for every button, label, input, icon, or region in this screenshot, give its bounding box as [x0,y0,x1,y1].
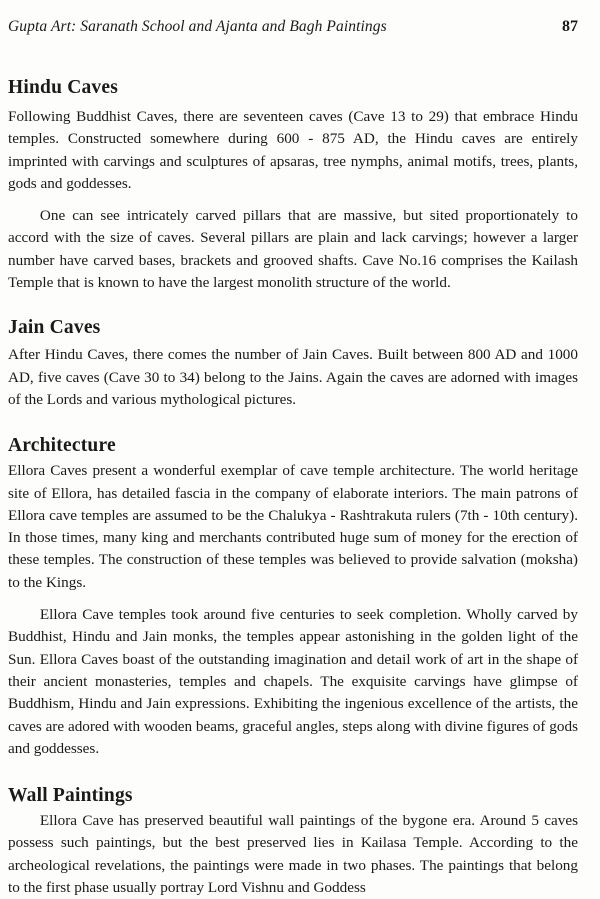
heading-hindu-caves: Hindu Caves [8,77,119,98]
page-number: 87 [562,18,578,35]
section-architecture [8,434,578,760]
paragraph: Ellora Caves present a wonderful exemplar of cave temple architecture. The world heritage site of Ellora, has detailed fascia in the company of elaborate interiors. The main patrons of Ellora cave temples are assumed to be the Chalukya - Rashtrakuta rulers (7th - 10th century). In those times, many king and merchants contributed huge sum of money for the erection of these temples. The construction of these temples was believed to provide salvation (moksha) to the Kings. [8,462,578,591]
paragraph: After Hindu Caves, there comes the number of Jain Caves. Built between 800 AD and 1000 AD, five caves (Cave 30 to 34) belong to the Jains. Again the caves are adorned with images of the Lords and various mythological pictures. [8,346,578,408]
heading-wall-paintings: Wall Paintings [8,785,133,807]
section-jain-caves [8,316,578,411]
section-wall-paintings [8,784,578,899]
heading-architecture: Architecture [8,435,116,457]
running-title: Gupta Art: Saranath School and Ajanta and Bagh Paintings [8,18,387,35]
running-header [8,0,578,48]
heading-jain-caves: Jain Caves [8,317,101,339]
paragraph: One can see intricately carved pillars that are massive, but sited proportionately to accord with the size of caves. Several pillars are plain and lack carvings; however a larger number have carved bases, brackets and grooved shafts. Cave No.16 comprises the Kailash Temple that is known to have the largest monolith structure of the world. [8,207,578,292]
paragraph: Ellora Cave temples took around five centuries to seek completion. Wholly carved by Buddhist, Hindu and Jain monks, the temples appear astonishing in the golden light of the Sun. Ellora Caves boast of the outstanding imagination and detail work of art in the shape of their ancient monasteries, temples and chapels. The exquisite carvings have glimpse of Buddhism, Hindu and Jain expressions. Exhibiting the ingenious excellence of the artists, the caves are adored with wooden beams, graceful angles, steps along with divine figures of gods and goddesses. [8,606,578,757]
section-hindu-caves [8,76,578,294]
paragraph: Ellora Cave has preserved beautiful wall paintings of the bygone era. Around 5 caves possess such paintings, but the best preserved lies in Kailasa Temple. According to the archeological revelations, the paintings were made in two phases. The paintings that belong to the first phase usually portray Lord Vishnu and Goddess [8,812,578,897]
paragraph: Following Buddhist Caves, there are seventeen caves (Cave 13 to 29) that embrace Hindu temples. Constructed somewhere during 600 - 875 AD, the Hindu caves are entirely imprinted with carvings and sculptures of apsaras, tree nymphs, animal motifs, trees, plants, gods and goddesses. [8,108,578,192]
